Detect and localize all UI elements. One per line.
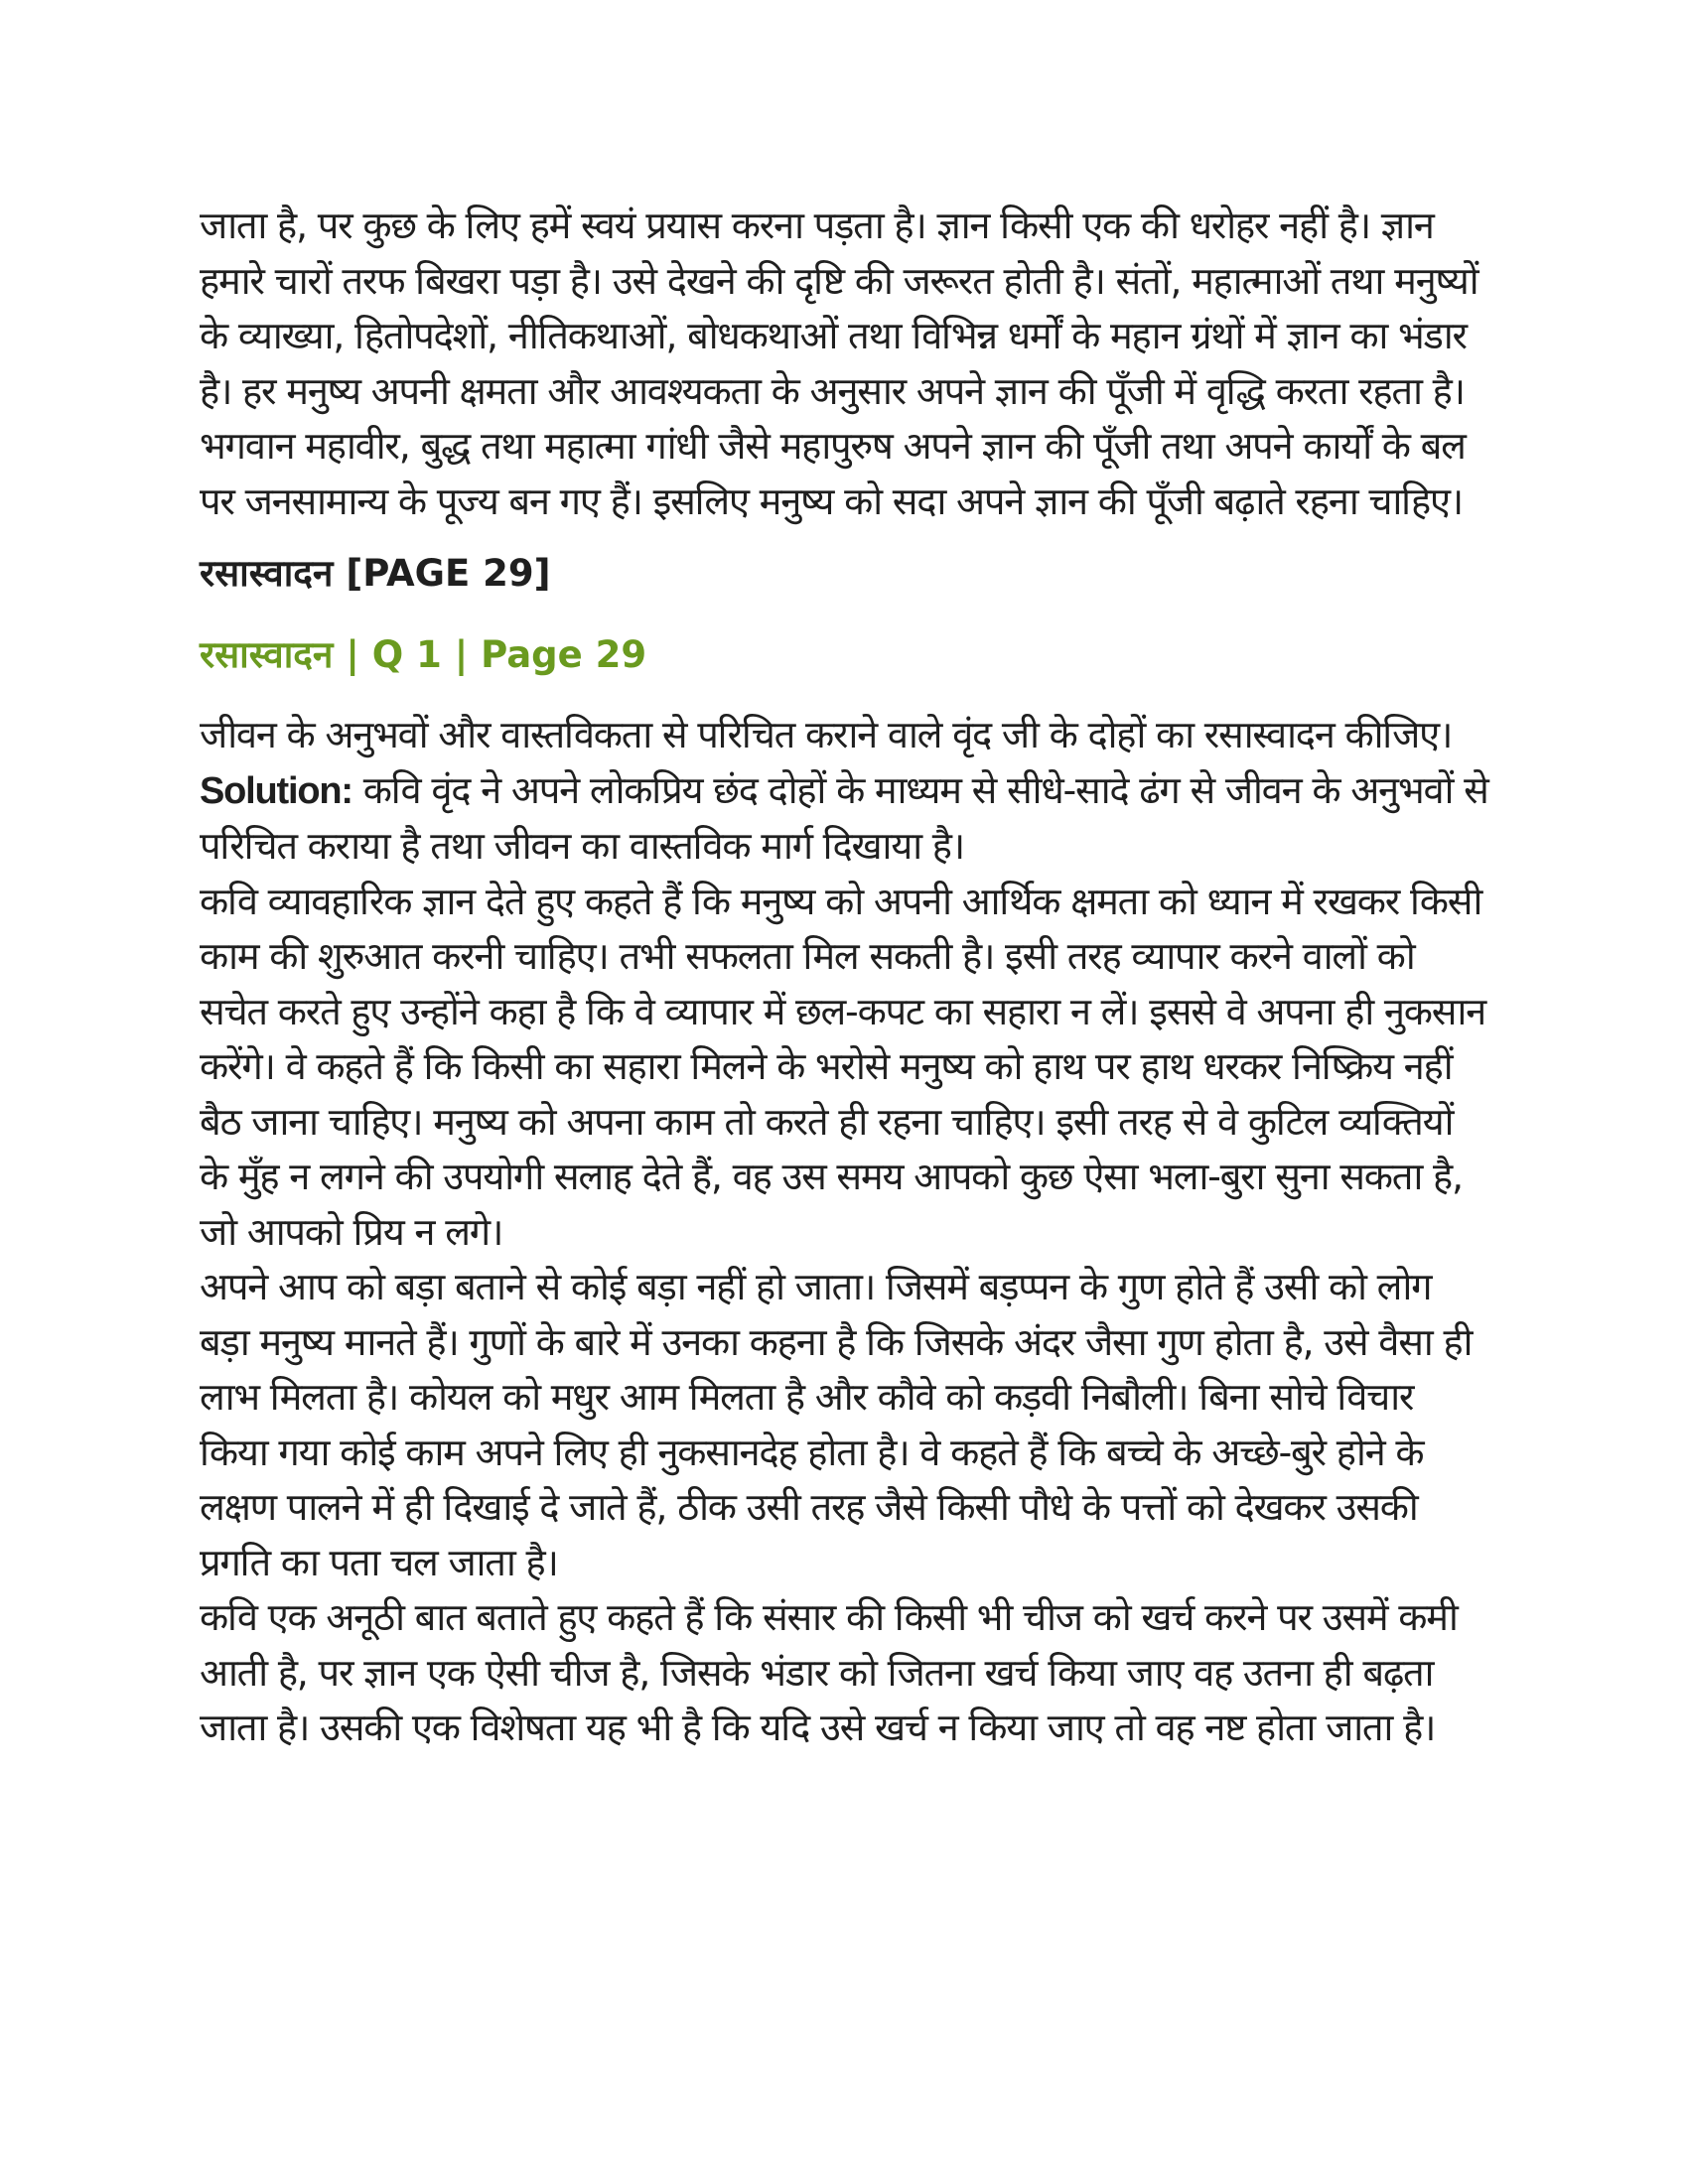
solution-label: Solution: [200,769,352,812]
solution-paragraph-practical: कवि व्यावहारिक ज्ञान देते हुए कहते हैं कि मनुष्य को अपनी आर्थिक क्षमता को ध्यान में रखकर किसी काम की शुरुआत करनी चाहिए। तभी सफलता मिल सकती है। इसी तरह व्यापार करने वालों को सचेत करते हुए उन्होंने कहा है कि वे व्यापार में छल-कपट का सहारा न लें। इससे वे अपना ही नुकसान करेंगे। वे कहते हैं कि किसी का सहारा मिलने के भरोसे मनुष्य को हाथ पर हाथ धरकर निष्क्रिय नहीं बैठ जाना चाहिए। मनुष्य को अपना काम तो करते ही रहना चाहिए। इसी तरह से वे कुटिल व्यक्तियों के मुँह न लगने की उपयोगी सलाह देते हैं, वह उस समय आपको कुछ ऐसा भला-बुरा सुना सकता है, जो आपको प्रिय न लगे। [200,879,1485,1254]
solution-intro-text: कवि वृंद ने अपने लोकप्रिय छंद दोहों के माध्यम से सीधे-सादे ढंग से जीवन के अनुभवों से परिचित कराया है तथा जीवन का वास्तविक मार्ग दिखाया है। [200,767,1488,868]
solution-intro [200,763,1490,875]
solution-paragraph-virtues: अपने आप को बड़ा बताने से कोई बड़ा नहीं हो जाता। जिसमें बड़प्पन के गुण होते हैं उसी को लोग बड़ा मनुष्य मानते हैं। गुणों के बारे में उनका कहना है कि जिसके अंदर जैसा गुण होता है, उसे वैसा ही लाभ मिलता है। कोयल को मधुर आम मिलता है और कौवे को कड़वी निबौली। बिना सोचे विचार किया गया कोई काम अपने लिए ही नुकसानदेह होता है। वे कहते हैं कि बच्चे के अच्छे-बुरे होने के लक्षण पालने में ही दिखाई दे जाते हैं, ठीक उसी तरह जैसे किसी पौधे के पत्तों को देखकर उसकी प्रगति का पता चल जाता है। [200,1265,1473,1584]
question-text: जीवन के अनुभवों और वास्तविकता से परिचित कराने वाले वृंद जी के दोहों का रसास्वादन कीजिए। [200,713,1453,756]
solution-paragraph-knowledge: कवि एक अनूठी बात बताते हुए कहते हैं कि संसार की किसी भी चीज को खर्च करने पर उसमें कमी आती है, पर ज्ञान एक ऐसी चीज है, जिसके भंडार को जितना खर्च किया जाए वह उतना ही बढ़ता जाता है। उसकी एक विशेषता यह भी है कि यदि उसे खर्च न किया जाए तो वह नष्ट होता जाता है। [200,1595,1458,1749]
section-heading: रसास्वादन [PAGE 29] [200,552,551,595]
document-page [200,199,1490,1756]
question-heading: रसास्वादन | Q 1 | Page 29 [200,633,647,676]
intro-paragraph: जाता है, पर कुछ के लिए हमें स्वयं प्रयास करना पड़ता है। ज्ञान किसी एक की धरोहर नहीं है। ज्ञान हमारे चारों तरफ बिखरा पड़ा है। उसे देखने की दृष्टि की जरूरत होती है। संतों, महात्माओं तथा मनुष्यों के व्याख्या, हितोपदेशों, नीतिकथाओं, बोधकथाओं तथा विभिन्न धर्मों के महान ग्रंथों में ज्ञान का भंडार है। हर मनुष्य अपनी क्षमता और आवश्यकता के अनुसार अपने ज्ञान की पूँजी में वृद्धि करता रहता है। भगवान महावीर, बुद्ध तथा महात्मा गांधी जैसे महापुरुष अपने ज्ञान की पूँजी तथा अपने कार्यों के बल पर जनसामान्य के पूज्य बन गए हैं। इसलिए मनुष्य को सदा अपने ज्ञान की पूँजी बढ़ाते रहना चाहिए। [200,204,1478,523]
